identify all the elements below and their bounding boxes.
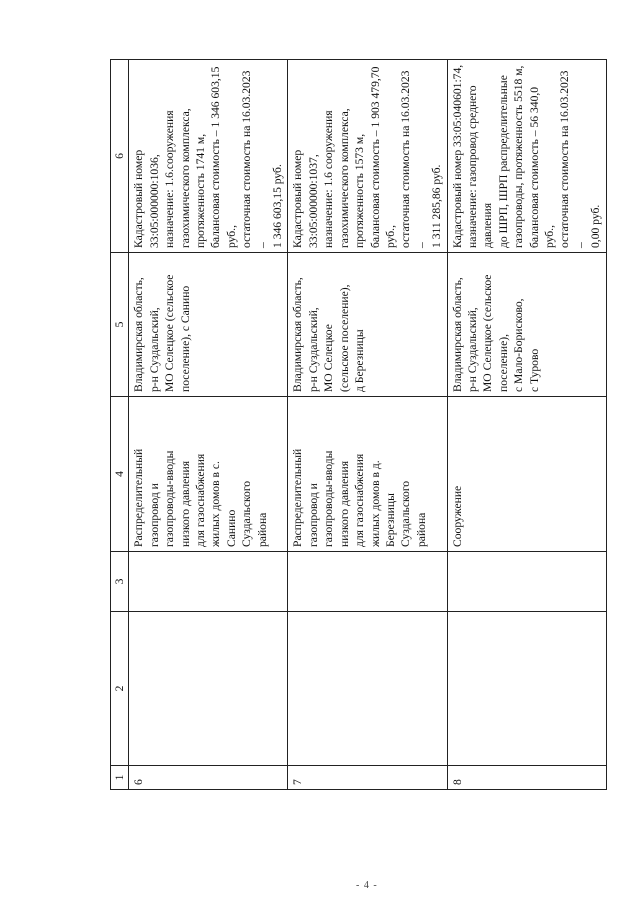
property-table (110, 59, 607, 790)
object-name-cell: Распределительный газопровод и газопроводы-вводы низкого давления для газоснабжения жилых домов в с. Санино Суздальского района (129, 397, 288, 552)
header-row (111, 60, 129, 790)
page-number: - 4 - (356, 880, 378, 891)
row-number: 7 (288, 766, 447, 790)
details-cell: Кадастровый номер 33:05:040601:74, назначение: газопровод среднего давления до ШРП, ШРП распределительные газопроводы, протяженность 5518 м, балансовая стоимость – 56 340,0 руб., остаточная стоимость на 16.03.2023 – 0,00 руб. (447, 60, 606, 253)
table-row (129, 60, 288, 790)
table-cell (288, 552, 447, 612)
row-number: 8 (447, 766, 606, 790)
address-cell: Владимирская область, р-н Суздальский, МО Селецкое (сельское поселение), с Санино (129, 253, 288, 397)
table-cell (129, 612, 288, 766)
table-cell (288, 612, 447, 766)
header-cell: 3 (111, 552, 129, 612)
header-cell: 2 (111, 612, 129, 766)
row-number: 6 (129, 766, 288, 790)
table-cell (447, 612, 606, 766)
header-cell: 6 (111, 60, 129, 253)
rotated-table-container (110, 60, 603, 790)
table-cell (447, 552, 606, 612)
address-cell: Владимирская область, р-н Суздальский, МО Селецкое (сельское поселение), с Мало-Борисково, с Турово (447, 253, 606, 397)
object-name-cell: Распределительный газопровод и газопроводы-вводы низкого давления для газоснабжения жилых домов в д. Березницы Суздальского района (288, 397, 447, 552)
table-row (288, 60, 447, 790)
table-cell (129, 552, 288, 612)
table-row (447, 60, 606, 790)
object-name-cell: Сооружение (447, 397, 606, 552)
header-cell: 4 (111, 397, 129, 552)
details-cell: Кадастровый номер 33:05:000000:1037, назначение: 1.6 сооружения газохимического комплекса, протяженность 1573 м, балансовая стоимость – 1 903 479,70 руб., остаточная стоимость на 16.03.2023 – 1 311 285,86 руб. (288, 60, 447, 253)
address-cell: Владимирская область, р-н Суздальский, МО Селецкое (сельское поселение), д Березницы (288, 253, 447, 397)
header-cell: 5 (111, 253, 129, 397)
header-cell: 1 (111, 766, 129, 790)
details-cell: Кадастровый номер 33:05:000000:1036, назначение: 1.6.сооружения газохимического комплекса, протяженность 1741 м, балансовая стоимость – 1 346 603,15 руб., остаточная стоимость на 16.03.2023 – 1 346 603,15 руб. (129, 60, 288, 253)
